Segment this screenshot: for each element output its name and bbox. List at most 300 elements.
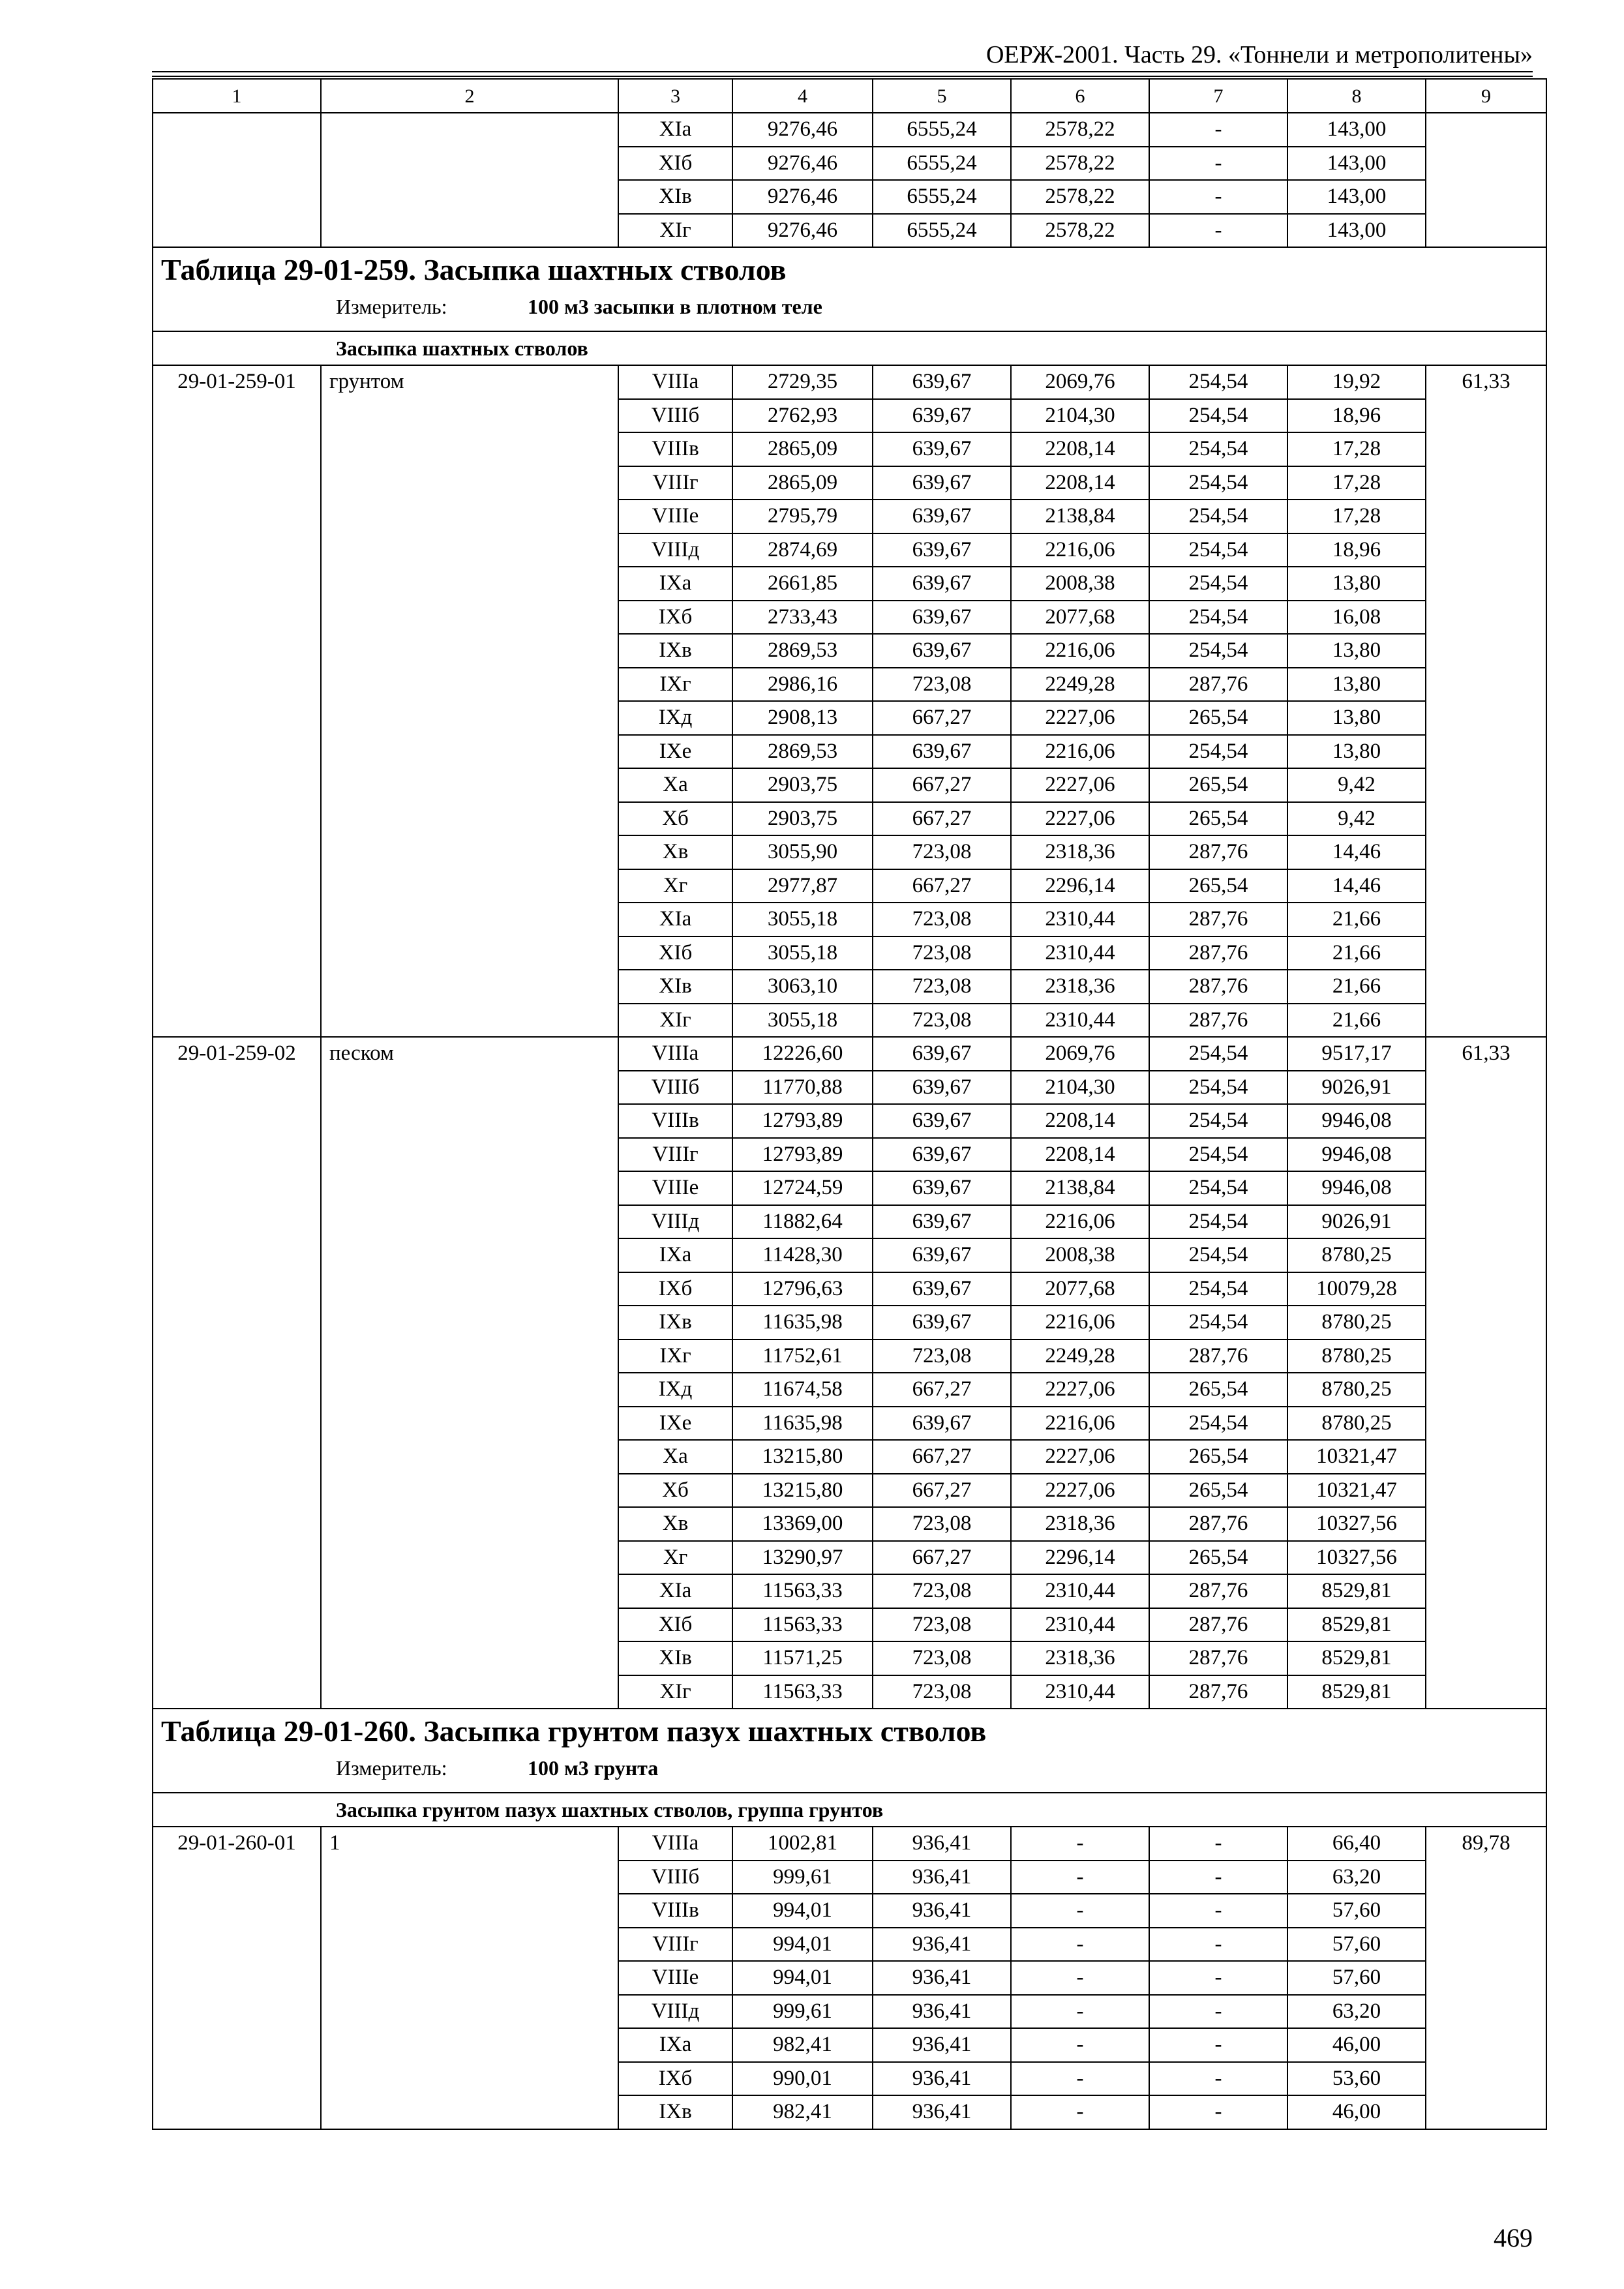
materials-cell: 143,00 — [1287, 113, 1426, 147]
wages-cell: 639,67 — [873, 365, 1011, 399]
total-cost-cell: 2869,53 — [732, 735, 873, 769]
machines-cell: - — [1011, 2028, 1149, 2062]
machines-cell: 2008,38 — [1011, 1238, 1149, 1272]
materials-cell: 18,96 — [1287, 399, 1426, 433]
region-code-cell: IXб — [618, 1272, 732, 1306]
machines-cell: - — [1011, 1961, 1149, 1995]
machinist-wages-cell: 254,54 — [1149, 365, 1287, 399]
machines-cell: 2310,44 — [1011, 1574, 1149, 1608]
region-code-cell: VIIIд — [618, 1995, 732, 2029]
wages-cell: 936,41 — [873, 2095, 1011, 2129]
region-code-cell: IXа — [618, 1238, 732, 1272]
wages-cell: 667,27 — [873, 869, 1011, 903]
region-code-cell: IXе — [618, 1407, 732, 1441]
region-code-cell: XIб — [618, 147, 732, 181]
region-code-cell: Xв — [618, 1507, 732, 1541]
machinist-wages-cell: 265,54 — [1149, 701, 1287, 735]
column-number: 5 — [873, 79, 1011, 113]
materials-cell: 143,00 — [1287, 147, 1426, 181]
wages-cell: 936,41 — [873, 2028, 1011, 2062]
wages-cell: 639,67 — [873, 533, 1011, 567]
materials-cell: 8780,25 — [1287, 1238, 1426, 1272]
labor-cell — [1426, 113, 1546, 247]
machinist-wages-cell: 254,54 — [1149, 1272, 1287, 1306]
machines-cell: 2208,14 — [1011, 432, 1149, 466]
total-cost-cell: 2729,35 — [732, 365, 873, 399]
materials-cell: 17,28 — [1287, 432, 1426, 466]
machines-cell: 2310,44 — [1011, 903, 1149, 936]
table-row — [153, 1037, 1546, 1071]
materials-cell: 21,66 — [1287, 1004, 1426, 1038]
machinist-wages-cell: 265,54 — [1149, 768, 1287, 802]
materials-cell: 17,28 — [1287, 466, 1426, 500]
wages-cell: 639,67 — [873, 399, 1011, 433]
name-cell: 1 — [321, 1827, 618, 2129]
materials-cell: 143,00 — [1287, 214, 1426, 248]
materials-cell: 9946,08 — [1287, 1138, 1426, 1172]
machinist-wages-cell: 254,54 — [1149, 1171, 1287, 1205]
total-cost-cell: 13290,97 — [732, 1541, 873, 1575]
region-code-cell: VIIIг — [618, 466, 732, 500]
wages-cell: 723,08 — [873, 1004, 1011, 1038]
machines-cell: 2008,38 — [1011, 567, 1149, 601]
materials-cell: 9,42 — [1287, 802, 1426, 836]
region-code-cell: Xг — [618, 1541, 732, 1575]
wages-cell: 723,08 — [873, 970, 1011, 1004]
machines-cell: - — [1011, 2095, 1149, 2129]
machinist-wages-cell: 287,76 — [1149, 1608, 1287, 1642]
materials-cell: 18,96 — [1287, 533, 1426, 567]
machinist-wages-cell: 254,54 — [1149, 1037, 1287, 1071]
materials-cell: 21,66 — [1287, 903, 1426, 936]
machinist-wages-cell: 287,76 — [1149, 1675, 1287, 1709]
region-code-cell: IXа — [618, 2028, 732, 2062]
region-code-cell: XIг — [618, 214, 732, 248]
materials-cell: 8529,81 — [1287, 1675, 1426, 1709]
table-row — [153, 1827, 1546, 1861]
region-code-cell: IXв — [618, 634, 732, 668]
total-cost-cell: 990,01 — [732, 2062, 873, 2096]
machinist-wages-cell: - — [1149, 180, 1287, 214]
wages-cell: 936,41 — [873, 1861, 1011, 1894]
total-cost-cell: 2908,13 — [732, 701, 873, 735]
labor-cell: 61,33 — [1426, 365, 1546, 1037]
total-cost-cell: 9276,46 — [732, 113, 873, 147]
total-cost-cell: 3063,10 — [732, 970, 873, 1004]
wages-cell: 936,41 — [873, 1928, 1011, 1962]
table-title-row — [153, 247, 1546, 331]
materials-cell: 57,60 — [1287, 1961, 1426, 1995]
machinist-wages-cell: 287,76 — [1149, 1574, 1287, 1608]
machinist-wages-cell: - — [1149, 2062, 1287, 2096]
machines-cell: 2138,84 — [1011, 500, 1149, 533]
code-cell: 29-01-259-01 — [153, 365, 321, 1037]
materials-cell: 16,08 — [1287, 601, 1426, 635]
name-cell — [321, 113, 618, 247]
machinist-wages-cell: 254,54 — [1149, 1407, 1287, 1441]
total-cost-cell: 994,01 — [732, 1894, 873, 1928]
machines-cell: 2069,76 — [1011, 365, 1149, 399]
wages-cell: 723,08 — [873, 1339, 1011, 1373]
region-code-cell: XIв — [618, 1641, 732, 1675]
machines-cell: 2077,68 — [1011, 1272, 1149, 1306]
total-cost-cell: 9276,46 — [732, 180, 873, 214]
region-code-cell: XIв — [618, 180, 732, 214]
machinist-wages-cell: 287,76 — [1149, 936, 1287, 970]
wages-cell: 6555,24 — [873, 214, 1011, 248]
materials-cell: 21,66 — [1287, 970, 1426, 1004]
machinist-wages-cell: 254,54 — [1149, 1138, 1287, 1172]
total-cost-cell: 13215,80 — [732, 1440, 873, 1474]
wages-cell: 639,67 — [873, 567, 1011, 601]
machinist-wages-cell: 287,76 — [1149, 1641, 1287, 1675]
machines-cell: 2069,76 — [1011, 1037, 1149, 1071]
materials-cell: 8529,81 — [1287, 1608, 1426, 1642]
total-cost-cell: 11882,64 — [732, 1205, 873, 1239]
wages-cell: 723,08 — [873, 903, 1011, 936]
machinist-wages-cell: 287,76 — [1149, 835, 1287, 869]
machines-cell: 2216,06 — [1011, 533, 1149, 567]
column-number: 4 — [732, 79, 873, 113]
wages-cell: 639,67 — [873, 500, 1011, 533]
machinist-wages-cell: 254,54 — [1149, 533, 1287, 567]
wages-cell: 667,27 — [873, 1541, 1011, 1575]
name-cell: грунтом — [321, 365, 618, 1037]
materials-cell: 9026,91 — [1287, 1205, 1426, 1239]
region-code-cell: IXб — [618, 2062, 732, 2096]
machines-cell: 2578,22 — [1011, 147, 1149, 181]
machinist-wages-cell: 265,54 — [1149, 869, 1287, 903]
region-code-cell: IXд — [618, 701, 732, 735]
wages-cell: 936,41 — [873, 1827, 1011, 1861]
machinist-wages-cell: 254,54 — [1149, 466, 1287, 500]
machines-cell: - — [1011, 1995, 1149, 2029]
machinist-wages-cell: 287,76 — [1149, 970, 1287, 1004]
region-code-cell: VIIIб — [618, 399, 732, 433]
region-code-cell: XIа — [618, 113, 732, 147]
total-cost-cell: 11635,98 — [732, 1407, 873, 1441]
wages-cell: 639,67 — [873, 1407, 1011, 1441]
total-cost-cell: 11635,98 — [732, 1306, 873, 1339]
region-code-cell: IXб — [618, 601, 732, 635]
wages-cell: 6555,24 — [873, 180, 1011, 214]
wages-cell: 639,67 — [873, 1205, 1011, 1239]
total-cost-cell: 3055,90 — [732, 835, 873, 869]
total-cost-cell: 12226,60 — [732, 1037, 873, 1071]
section-row — [153, 1793, 1546, 1827]
materials-cell: 13,80 — [1287, 668, 1426, 702]
machines-cell: 2208,14 — [1011, 466, 1149, 500]
measure-line — [161, 292, 1538, 321]
wages-cell: 936,41 — [873, 1995, 1011, 2029]
materials-cell: 9517,17 — [1287, 1037, 1426, 1071]
machinist-wages-cell: 254,54 — [1149, 601, 1287, 635]
machines-cell: 2227,06 — [1011, 1440, 1149, 1474]
machinist-wages-cell: - — [1149, 2095, 1287, 2129]
machines-cell: - — [1011, 1827, 1149, 1861]
machines-cell: 2227,06 — [1011, 802, 1149, 836]
wages-cell: 639,67 — [873, 432, 1011, 466]
region-code-cell: XIв — [618, 970, 732, 1004]
machinist-wages-cell: 287,76 — [1149, 1339, 1287, 1373]
region-code-cell: Xа — [618, 768, 732, 802]
machinist-wages-cell: 265,54 — [1149, 1373, 1287, 1407]
machines-cell: - — [1011, 1861, 1149, 1894]
total-cost-cell: 11563,33 — [732, 1574, 873, 1608]
section-title: Засыпка шахтных стволов — [153, 331, 1546, 365]
section-row — [153, 331, 1546, 365]
total-cost-cell: 13215,80 — [732, 1474, 873, 1508]
region-code-cell: VIIIе — [618, 500, 732, 533]
wages-cell: 723,08 — [873, 1641, 1011, 1675]
machines-cell: 2216,06 — [1011, 1205, 1149, 1239]
wages-cell: 667,27 — [873, 1373, 1011, 1407]
wages-cell: 667,27 — [873, 768, 1011, 802]
machines-cell: 2216,06 — [1011, 735, 1149, 769]
machinist-wages-cell: 254,54 — [1149, 567, 1287, 601]
total-cost-cell: 11770,88 — [732, 1071, 873, 1105]
total-cost-cell: 3055,18 — [732, 936, 873, 970]
rates-table — [152, 78, 1547, 2130]
labor-cell: 89,78 — [1426, 1827, 1546, 2129]
column-number: 7 — [1149, 79, 1287, 113]
machines-cell: - — [1011, 1928, 1149, 1962]
wages-cell: 667,27 — [873, 701, 1011, 735]
machinist-wages-cell: - — [1149, 147, 1287, 181]
total-cost-cell: 13369,00 — [732, 1507, 873, 1541]
region-code-cell: XIб — [618, 936, 732, 970]
region-code-cell: Xг — [618, 869, 732, 903]
region-code-cell: Xб — [618, 1474, 732, 1508]
region-code-cell: IXа — [618, 567, 732, 601]
total-cost-cell: 994,01 — [732, 1961, 873, 1995]
region-code-cell: VIIIа — [618, 1037, 732, 1071]
machines-cell: 2138,84 — [1011, 1171, 1149, 1205]
materials-cell: 8529,81 — [1287, 1641, 1426, 1675]
wages-cell: 639,67 — [873, 1306, 1011, 1339]
region-code-cell: VIIIд — [618, 1205, 732, 1239]
machinist-wages-cell: 265,54 — [1149, 802, 1287, 836]
total-cost-cell: 2865,09 — [732, 466, 873, 500]
machinist-wages-cell: - — [1149, 1894, 1287, 1928]
materials-cell: 9946,08 — [1287, 1104, 1426, 1138]
materials-cell: 8780,25 — [1287, 1306, 1426, 1339]
table-title-block — [153, 247, 1546, 331]
region-code-cell: Xв — [618, 835, 732, 869]
materials-cell: 17,28 — [1287, 500, 1426, 533]
materials-cell: 53,60 — [1287, 2062, 1426, 2096]
code-cell: 29-01-259-02 — [153, 1037, 321, 1709]
machinist-wages-cell: 265,54 — [1149, 1474, 1287, 1508]
machinist-wages-cell: - — [1149, 1995, 1287, 2029]
total-cost-cell: 12724,59 — [732, 1171, 873, 1205]
region-code-cell: VIIIб — [618, 1071, 732, 1105]
region-code-cell: XIа — [618, 1574, 732, 1608]
total-cost-cell: 2733,43 — [732, 601, 873, 635]
region-code-cell: Xа — [618, 1440, 732, 1474]
region-code-cell: VIIIб — [618, 1861, 732, 1894]
region-code-cell: XIб — [618, 1608, 732, 1642]
code-cell — [153, 113, 321, 247]
page-header: ОЕРЖ-2001. Часть 29. «Тоннели и метрополитены» — [985, 41, 1533, 68]
total-cost-cell: 11571,25 — [732, 1641, 873, 1675]
total-cost-cell: 982,41 — [732, 2028, 873, 2062]
total-cost-cell: 999,61 — [732, 1995, 873, 2029]
materials-cell: 57,60 — [1287, 1928, 1426, 1962]
table-row — [153, 113, 1546, 147]
machines-cell: 2318,36 — [1011, 1641, 1149, 1675]
machinist-wages-cell: 287,76 — [1149, 903, 1287, 936]
materials-cell: 13,80 — [1287, 634, 1426, 668]
machines-cell: 2310,44 — [1011, 936, 1149, 970]
page-number: 469 — [1494, 2223, 1533, 2252]
column-number: 8 — [1287, 79, 1426, 113]
machinist-wages-cell: 287,76 — [1149, 1004, 1287, 1038]
region-code-cell: VIIIе — [618, 1171, 732, 1205]
machinist-wages-cell: - — [1149, 113, 1287, 147]
header-rule-double — [152, 76, 1533, 77]
total-cost-cell: 2661,85 — [732, 567, 873, 601]
materials-cell: 10079,28 — [1287, 1272, 1426, 1306]
labor-cell: 61,33 — [1426, 1037, 1546, 1709]
measure-value: 100 м3 грунта — [528, 1756, 659, 1780]
machinist-wages-cell: 254,54 — [1149, 1205, 1287, 1239]
machinist-wages-cell: 254,54 — [1149, 735, 1287, 769]
wages-cell: 6555,24 — [873, 147, 1011, 181]
machinist-wages-cell: - — [1149, 1961, 1287, 1995]
materials-cell: 63,20 — [1287, 1861, 1426, 1894]
name-cell: песком — [321, 1037, 618, 1709]
machines-cell: 2578,22 — [1011, 113, 1149, 147]
wages-cell: 639,67 — [873, 466, 1011, 500]
wages-cell: 639,67 — [873, 1138, 1011, 1172]
machines-cell: 2227,06 — [1011, 701, 1149, 735]
wages-cell: 639,67 — [873, 1171, 1011, 1205]
wages-cell: 667,27 — [873, 802, 1011, 836]
machines-cell: 2318,36 — [1011, 970, 1149, 1004]
materials-cell: 46,00 — [1287, 2095, 1426, 2129]
table-title-block — [153, 1709, 1546, 1793]
wages-cell: 723,08 — [873, 668, 1011, 702]
machinist-wages-cell: - — [1149, 1928, 1287, 1962]
total-cost-cell: 11674,58 — [732, 1373, 873, 1407]
column-number: 2 — [321, 79, 618, 113]
machines-cell: 2077,68 — [1011, 601, 1149, 635]
total-cost-cell: 2903,75 — [732, 768, 873, 802]
header-rule — [152, 71, 1533, 72]
machinist-wages-cell: 254,54 — [1149, 1238, 1287, 1272]
total-cost-cell: 2986,16 — [732, 668, 873, 702]
machines-cell: 2318,36 — [1011, 835, 1149, 869]
total-cost-cell: 2762,93 — [732, 399, 873, 433]
wages-cell: 723,08 — [873, 936, 1011, 970]
materials-cell: 63,20 — [1287, 1995, 1426, 2029]
total-cost-cell: 11428,30 — [732, 1238, 873, 1272]
machines-cell: 2216,06 — [1011, 634, 1149, 668]
wages-cell: 639,67 — [873, 601, 1011, 635]
materials-cell: 13,80 — [1287, 735, 1426, 769]
materials-cell: 9946,08 — [1287, 1171, 1426, 1205]
table-row — [153, 365, 1546, 399]
materials-cell: 8780,25 — [1287, 1373, 1426, 1407]
total-cost-cell: 12793,89 — [732, 1138, 873, 1172]
region-code-cell: VIIIд — [618, 533, 732, 567]
wages-cell: 639,67 — [873, 1238, 1011, 1272]
materials-cell: 10321,47 — [1287, 1440, 1426, 1474]
region-code-cell: IXг — [618, 668, 732, 702]
machinist-wages-cell: 287,76 — [1149, 1507, 1287, 1541]
machines-cell: 2249,28 — [1011, 1339, 1149, 1373]
materials-cell: 13,80 — [1287, 567, 1426, 601]
wages-cell: 936,41 — [873, 1894, 1011, 1928]
total-cost-cell: 2874,69 — [732, 533, 873, 567]
region-code-cell: VIIIг — [618, 1928, 732, 1962]
machinist-wages-cell: - — [1149, 1861, 1287, 1894]
total-cost-cell: 982,41 — [732, 2095, 873, 2129]
machines-cell: 2104,30 — [1011, 1071, 1149, 1105]
machines-cell: 2227,06 — [1011, 1373, 1149, 1407]
machines-cell: 2216,06 — [1011, 1407, 1149, 1441]
region-code-cell: XIг — [618, 1675, 732, 1709]
machinist-wages-cell: 265,54 — [1149, 1440, 1287, 1474]
total-cost-cell: 2903,75 — [732, 802, 873, 836]
total-cost-cell: 999,61 — [732, 1861, 873, 1894]
machines-cell: 2249,28 — [1011, 668, 1149, 702]
total-cost-cell: 2865,09 — [732, 432, 873, 466]
region-code-cell: VIIIе — [618, 1961, 732, 1995]
machinist-wages-cell: 287,76 — [1149, 668, 1287, 702]
wages-cell: 723,08 — [873, 1507, 1011, 1541]
region-code-cell: XIа — [618, 903, 732, 936]
wages-cell: 639,67 — [873, 1037, 1011, 1071]
machines-cell: 2227,06 — [1011, 1474, 1149, 1508]
region-code-cell: IXв — [618, 2095, 732, 2129]
materials-cell: 10321,47 — [1287, 1474, 1426, 1508]
measure-label: Измеритель: — [336, 1756, 447, 1780]
machinist-wages-cell: 254,54 — [1149, 1071, 1287, 1105]
total-cost-cell: 9276,46 — [732, 214, 873, 248]
total-cost-cell: 9276,46 — [732, 147, 873, 181]
wages-cell: 639,67 — [873, 1071, 1011, 1105]
materials-cell: 10327,56 — [1287, 1507, 1426, 1541]
section-title: Засыпка грунтом пазух шахтных стволов, группа грунтов — [153, 1793, 1546, 1827]
wages-cell: 936,41 — [873, 1961, 1011, 1995]
materials-cell: 8529,81 — [1287, 1574, 1426, 1608]
total-cost-cell: 11563,33 — [732, 1675, 873, 1709]
region-code-cell: XIг — [618, 1004, 732, 1038]
machines-cell: 2318,36 — [1011, 1507, 1149, 1541]
machinist-wages-cell: - — [1149, 214, 1287, 248]
total-cost-cell: 2869,53 — [732, 634, 873, 668]
materials-cell: 143,00 — [1287, 180, 1426, 214]
materials-cell: 8780,25 — [1287, 1407, 1426, 1441]
region-code-cell: VIIIв — [618, 432, 732, 466]
region-code-cell: VIIIв — [618, 1894, 732, 1928]
machines-cell: 2310,44 — [1011, 1608, 1149, 1642]
column-number: 1 — [153, 79, 321, 113]
total-cost-cell: 11563,33 — [732, 1608, 873, 1642]
machinist-wages-cell: - — [1149, 2028, 1287, 2062]
table-title: Таблица 29-01-260. Засыпка грунтом пазух шахтных стволов — [161, 1714, 987, 1748]
region-code-cell: VIIIа — [618, 1827, 732, 1861]
column-number-row — [153, 79, 1546, 113]
total-cost-cell: 3055,18 — [732, 1004, 873, 1038]
machinist-wages-cell: 265,54 — [1149, 1541, 1287, 1575]
measure-line — [161, 1754, 1538, 1782]
measure-label: Измеритель: — [336, 295, 447, 318]
materials-cell: 10327,56 — [1287, 1541, 1426, 1575]
total-cost-cell: 2977,87 — [732, 869, 873, 903]
